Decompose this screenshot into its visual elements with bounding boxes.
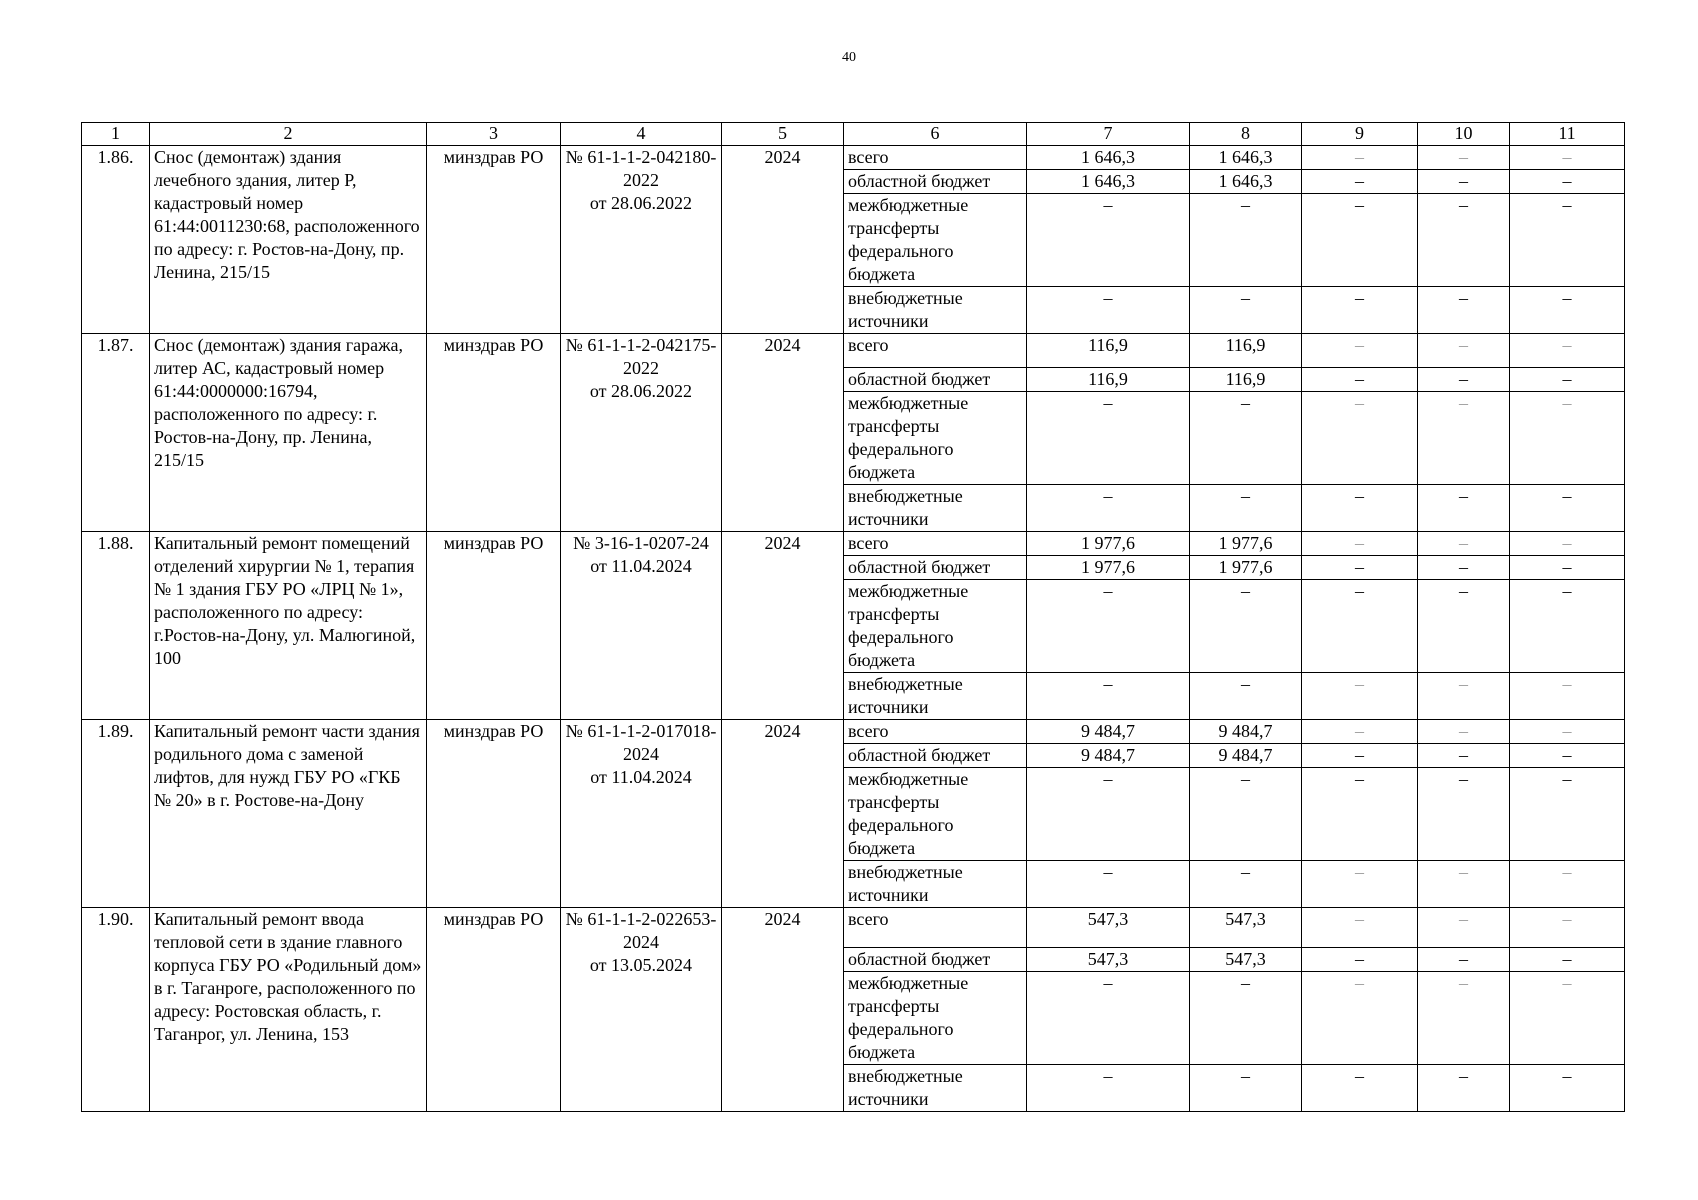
amount-cell: – xyxy=(1302,170,1418,194)
amount-cell: – xyxy=(1418,1065,1510,1112)
item-number: 1.89. xyxy=(82,720,150,908)
document-number: № 61-1-1-2-017018-2024 xyxy=(565,721,717,764)
amount-cell: – xyxy=(1027,861,1190,908)
amount-cell: 116,9 xyxy=(1027,368,1190,392)
amount-cell: – xyxy=(1302,146,1418,170)
amount-cell: – xyxy=(1302,392,1418,485)
amount-cell: 1 646,3 xyxy=(1027,170,1190,194)
amount-cell: – xyxy=(1027,768,1190,861)
column-header: 3 xyxy=(427,123,561,146)
amount-cell: 1 977,6 xyxy=(1190,556,1302,580)
amount-cell: 1 977,6 xyxy=(1027,556,1190,580)
amount-cell: – xyxy=(1418,972,1510,1065)
amount-cell: – xyxy=(1027,194,1190,287)
amount-cell: – xyxy=(1418,744,1510,768)
amount-cell: – xyxy=(1510,194,1625,287)
amount-cell: – xyxy=(1418,532,1510,556)
funding-source: всего xyxy=(844,146,1027,170)
column-header: 1 xyxy=(82,123,150,146)
amount-cell: – xyxy=(1510,146,1625,170)
funding-source: всего xyxy=(844,720,1027,744)
funding-source: внебюджетные источники xyxy=(844,287,1027,334)
item-year: 2024 xyxy=(722,532,844,720)
document-date: от 11.04.2024 xyxy=(590,767,692,787)
item-year: 2024 xyxy=(722,720,844,908)
document-date: от 28.06.2022 xyxy=(589,381,693,401)
amount-cell: – xyxy=(1510,392,1625,485)
amount-cell: – xyxy=(1510,334,1625,368)
amount-cell: – xyxy=(1510,532,1625,556)
document-number: № 61-1-1-2-022653-2024 xyxy=(565,909,717,952)
column-header: 4 xyxy=(561,123,722,146)
item-name: Капитальный ремонт помещений отделений хирургии № 1, терапия № 1 здания ГБУ РО «ЛРЦ № 1», расположенного по адресу: г.Ростов-на-Дону, ул. Малюгиной, 100 xyxy=(150,532,427,720)
amount-cell: – xyxy=(1510,972,1625,1065)
document-number: № 61-1-1-2-042180-2022 xyxy=(565,147,717,190)
amount-cell: – xyxy=(1190,287,1302,334)
column-header: 8 xyxy=(1190,123,1302,146)
amount-cell: – xyxy=(1027,287,1190,334)
amount-cell: – xyxy=(1302,1065,1418,1112)
document-number: № 3-16-1-0207-24 xyxy=(573,533,709,553)
amount-cell: – xyxy=(1418,485,1510,532)
item-number: 1.88. xyxy=(82,532,150,720)
amount-cell: – xyxy=(1418,556,1510,580)
funding-source: межбюджетные трансферты федерального бюджета xyxy=(844,580,1027,673)
amount-cell: – xyxy=(1418,720,1510,744)
budget-table xyxy=(81,122,1625,1112)
amount-cell: 116,9 xyxy=(1190,368,1302,392)
amount-cell: – xyxy=(1418,194,1510,287)
funding-source: областной бюджет xyxy=(844,744,1027,768)
funding-source: областной бюджет xyxy=(844,948,1027,972)
amount-cell: – xyxy=(1190,1065,1302,1112)
amount-cell: – xyxy=(1027,392,1190,485)
item-executor: минздрав РО xyxy=(427,532,561,720)
funding-source: всего xyxy=(844,532,1027,556)
amount-cell: 1 646,3 xyxy=(1190,170,1302,194)
document-date: от 13.05.2024 xyxy=(589,955,693,975)
amount-cell: – xyxy=(1302,768,1418,861)
amount-cell: – xyxy=(1302,485,1418,532)
item-document xyxy=(561,532,722,720)
column-header: 7 xyxy=(1027,123,1190,146)
item-document xyxy=(561,720,722,908)
item-executor: минздрав РО xyxy=(427,720,561,908)
document-number: № 61-1-1-2-042175-2022 xyxy=(565,335,717,378)
amount-cell: – xyxy=(1510,170,1625,194)
amount-cell: – xyxy=(1190,392,1302,485)
amount-cell: 1 646,3 xyxy=(1190,146,1302,170)
amount-cell: – xyxy=(1510,1065,1625,1112)
item-document xyxy=(561,146,722,334)
amount-cell: – xyxy=(1418,287,1510,334)
amount-cell: 9 484,7 xyxy=(1027,720,1190,744)
amount-cell: – xyxy=(1510,580,1625,673)
funding-source: областной бюджет xyxy=(844,170,1027,194)
amount-cell: – xyxy=(1302,720,1418,744)
table-row xyxy=(82,532,1625,556)
funding-source: межбюджетные трансферты федерального бюджета xyxy=(844,768,1027,861)
amount-cell: – xyxy=(1302,908,1418,948)
column-header: 10 xyxy=(1418,123,1510,146)
document-date: от 11.04.2024 xyxy=(590,556,692,576)
funding-source: межбюджетные трансферты федерального бюджета xyxy=(844,972,1027,1065)
amount-cell: – xyxy=(1302,556,1418,580)
amount-cell: 116,9 xyxy=(1027,334,1190,368)
amount-cell: – xyxy=(1418,170,1510,194)
item-document xyxy=(561,908,722,1112)
amount-cell: – xyxy=(1190,580,1302,673)
funding-source: внебюджетные источники xyxy=(844,1065,1027,1112)
amount-cell: – xyxy=(1418,673,1510,720)
document-date: от 28.06.2022 xyxy=(589,193,693,213)
funding-source: межбюджетные трансферты федерального бюджета xyxy=(844,392,1027,485)
amount-cell: – xyxy=(1510,768,1625,861)
item-name: Снос (демонтаж) здания гаража, литер АС, кадастровый номер 61:44:0000000:16794, расположенного по адресу: г. Ростов-на-Дону, пр. Ленина, 215/15 xyxy=(150,334,427,532)
amount-cell: – xyxy=(1418,146,1510,170)
amount-cell: – xyxy=(1510,948,1625,972)
amount-cell: – xyxy=(1418,334,1510,368)
item-document xyxy=(561,334,722,532)
amount-cell: – xyxy=(1302,861,1418,908)
item-year: 2024 xyxy=(722,334,844,532)
amount-cell: – xyxy=(1510,485,1625,532)
amount-cell: – xyxy=(1510,673,1625,720)
amount-cell: – xyxy=(1510,744,1625,768)
amount-cell: 9 484,7 xyxy=(1027,744,1190,768)
table-header xyxy=(82,123,1625,146)
amount-cell: – xyxy=(1510,287,1625,334)
amount-cell: – xyxy=(1027,972,1190,1065)
funding-source: внебюджетные источники xyxy=(844,673,1027,720)
column-header: 5 xyxy=(722,123,844,146)
amount-cell: – xyxy=(1190,485,1302,532)
funding-source: межбюджетные трансферты федерального бюджета xyxy=(844,194,1027,287)
item-year: 2024 xyxy=(722,146,844,334)
amount-cell: – xyxy=(1510,908,1625,948)
amount-cell: – xyxy=(1418,768,1510,861)
amount-cell: – xyxy=(1190,861,1302,908)
amount-cell: – xyxy=(1302,532,1418,556)
column-number-row xyxy=(82,123,1625,146)
amount-cell: – xyxy=(1302,972,1418,1065)
amount-cell: – xyxy=(1418,368,1510,392)
item-executor: минздрав РО xyxy=(427,146,561,334)
item-name: Капитальный ремонт части здания родильного дома с заменой лифтов, для нужд ГБУ РО «ГКБ № 20» в г. Ростове-на-Дону xyxy=(150,720,427,908)
amount-cell: 547,3 xyxy=(1027,948,1190,972)
amount-cell: – xyxy=(1418,948,1510,972)
item-executor: минздрав РО xyxy=(427,334,561,532)
table-body xyxy=(82,146,1625,1112)
item-number: 1.90. xyxy=(82,908,150,1112)
amount-cell: 9 484,7 xyxy=(1190,744,1302,768)
table-row xyxy=(82,908,1625,948)
amount-cell: – xyxy=(1302,744,1418,768)
amount-cell: – xyxy=(1510,368,1625,392)
amount-cell: – xyxy=(1302,334,1418,368)
amount-cell: – xyxy=(1510,556,1625,580)
amount-cell: – xyxy=(1302,948,1418,972)
amount-cell: 1 646,3 xyxy=(1027,146,1190,170)
item-name: Снос (демонтаж) здания лечебного здания, литер Р, кадастровый номер 61:44:0011230:68, расположенного по адресу: г. Ростов-на-Дону, пр. Ленина, 215/15 xyxy=(150,146,427,334)
column-header: 11 xyxy=(1510,123,1625,146)
amount-cell: – xyxy=(1418,580,1510,673)
funding-source: внебюджетные источники xyxy=(844,861,1027,908)
amount-cell: – xyxy=(1302,368,1418,392)
amount-cell: – xyxy=(1302,194,1418,287)
column-header: 9 xyxy=(1302,123,1418,146)
amount-cell: 547,3 xyxy=(1027,908,1190,948)
amount-cell: 1 977,6 xyxy=(1190,532,1302,556)
amount-cell: – xyxy=(1190,972,1302,1065)
table-row xyxy=(82,146,1625,170)
item-year: 2024 xyxy=(722,908,844,1112)
amount-cell: 547,3 xyxy=(1190,908,1302,948)
amount-cell: – xyxy=(1302,580,1418,673)
amount-cell: 9 484,7 xyxy=(1190,720,1302,744)
funding-source: областной бюджет xyxy=(844,368,1027,392)
amount-cell: – xyxy=(1510,720,1625,744)
amount-cell: 1 977,6 xyxy=(1027,532,1190,556)
amount-cell: 547,3 xyxy=(1190,948,1302,972)
column-header: 6 xyxy=(844,123,1027,146)
funding-source: всего xyxy=(844,334,1027,368)
amount-cell: – xyxy=(1302,287,1418,334)
amount-cell: – xyxy=(1190,194,1302,287)
amount-cell: – xyxy=(1190,673,1302,720)
item-number: 1.87. xyxy=(82,334,150,532)
amount-cell: 116,9 xyxy=(1190,334,1302,368)
page-number: 40 xyxy=(842,50,856,65)
funding-source: внебюджетные источники xyxy=(844,485,1027,532)
amount-cell: – xyxy=(1027,1065,1190,1112)
item-executor: минздрав РО xyxy=(427,908,561,1112)
column-header: 2 xyxy=(150,123,427,146)
table-row xyxy=(82,334,1625,368)
amount-cell: – xyxy=(1418,908,1510,948)
table-row xyxy=(82,720,1625,744)
amount-cell: – xyxy=(1418,392,1510,485)
item-name: Капитальный ремонт ввода тепловой сети в здание главного корпуса ГБУ РО «Родильный дом» в г. Таганроге, расположенного по адресу: Ростовская область, г. Таганрог, ул. Ленина, 153 xyxy=(150,908,427,1112)
funding-source: областной бюджет xyxy=(844,556,1027,580)
amount-cell: – xyxy=(1190,768,1302,861)
amount-cell: – xyxy=(1418,861,1510,908)
item-number: 1.86. xyxy=(82,146,150,334)
amount-cell: – xyxy=(1027,673,1190,720)
amount-cell: – xyxy=(1027,580,1190,673)
funding-source: всего xyxy=(844,908,1027,948)
amount-cell: – xyxy=(1302,673,1418,720)
amount-cell: – xyxy=(1027,485,1190,532)
amount-cell: – xyxy=(1510,861,1625,908)
